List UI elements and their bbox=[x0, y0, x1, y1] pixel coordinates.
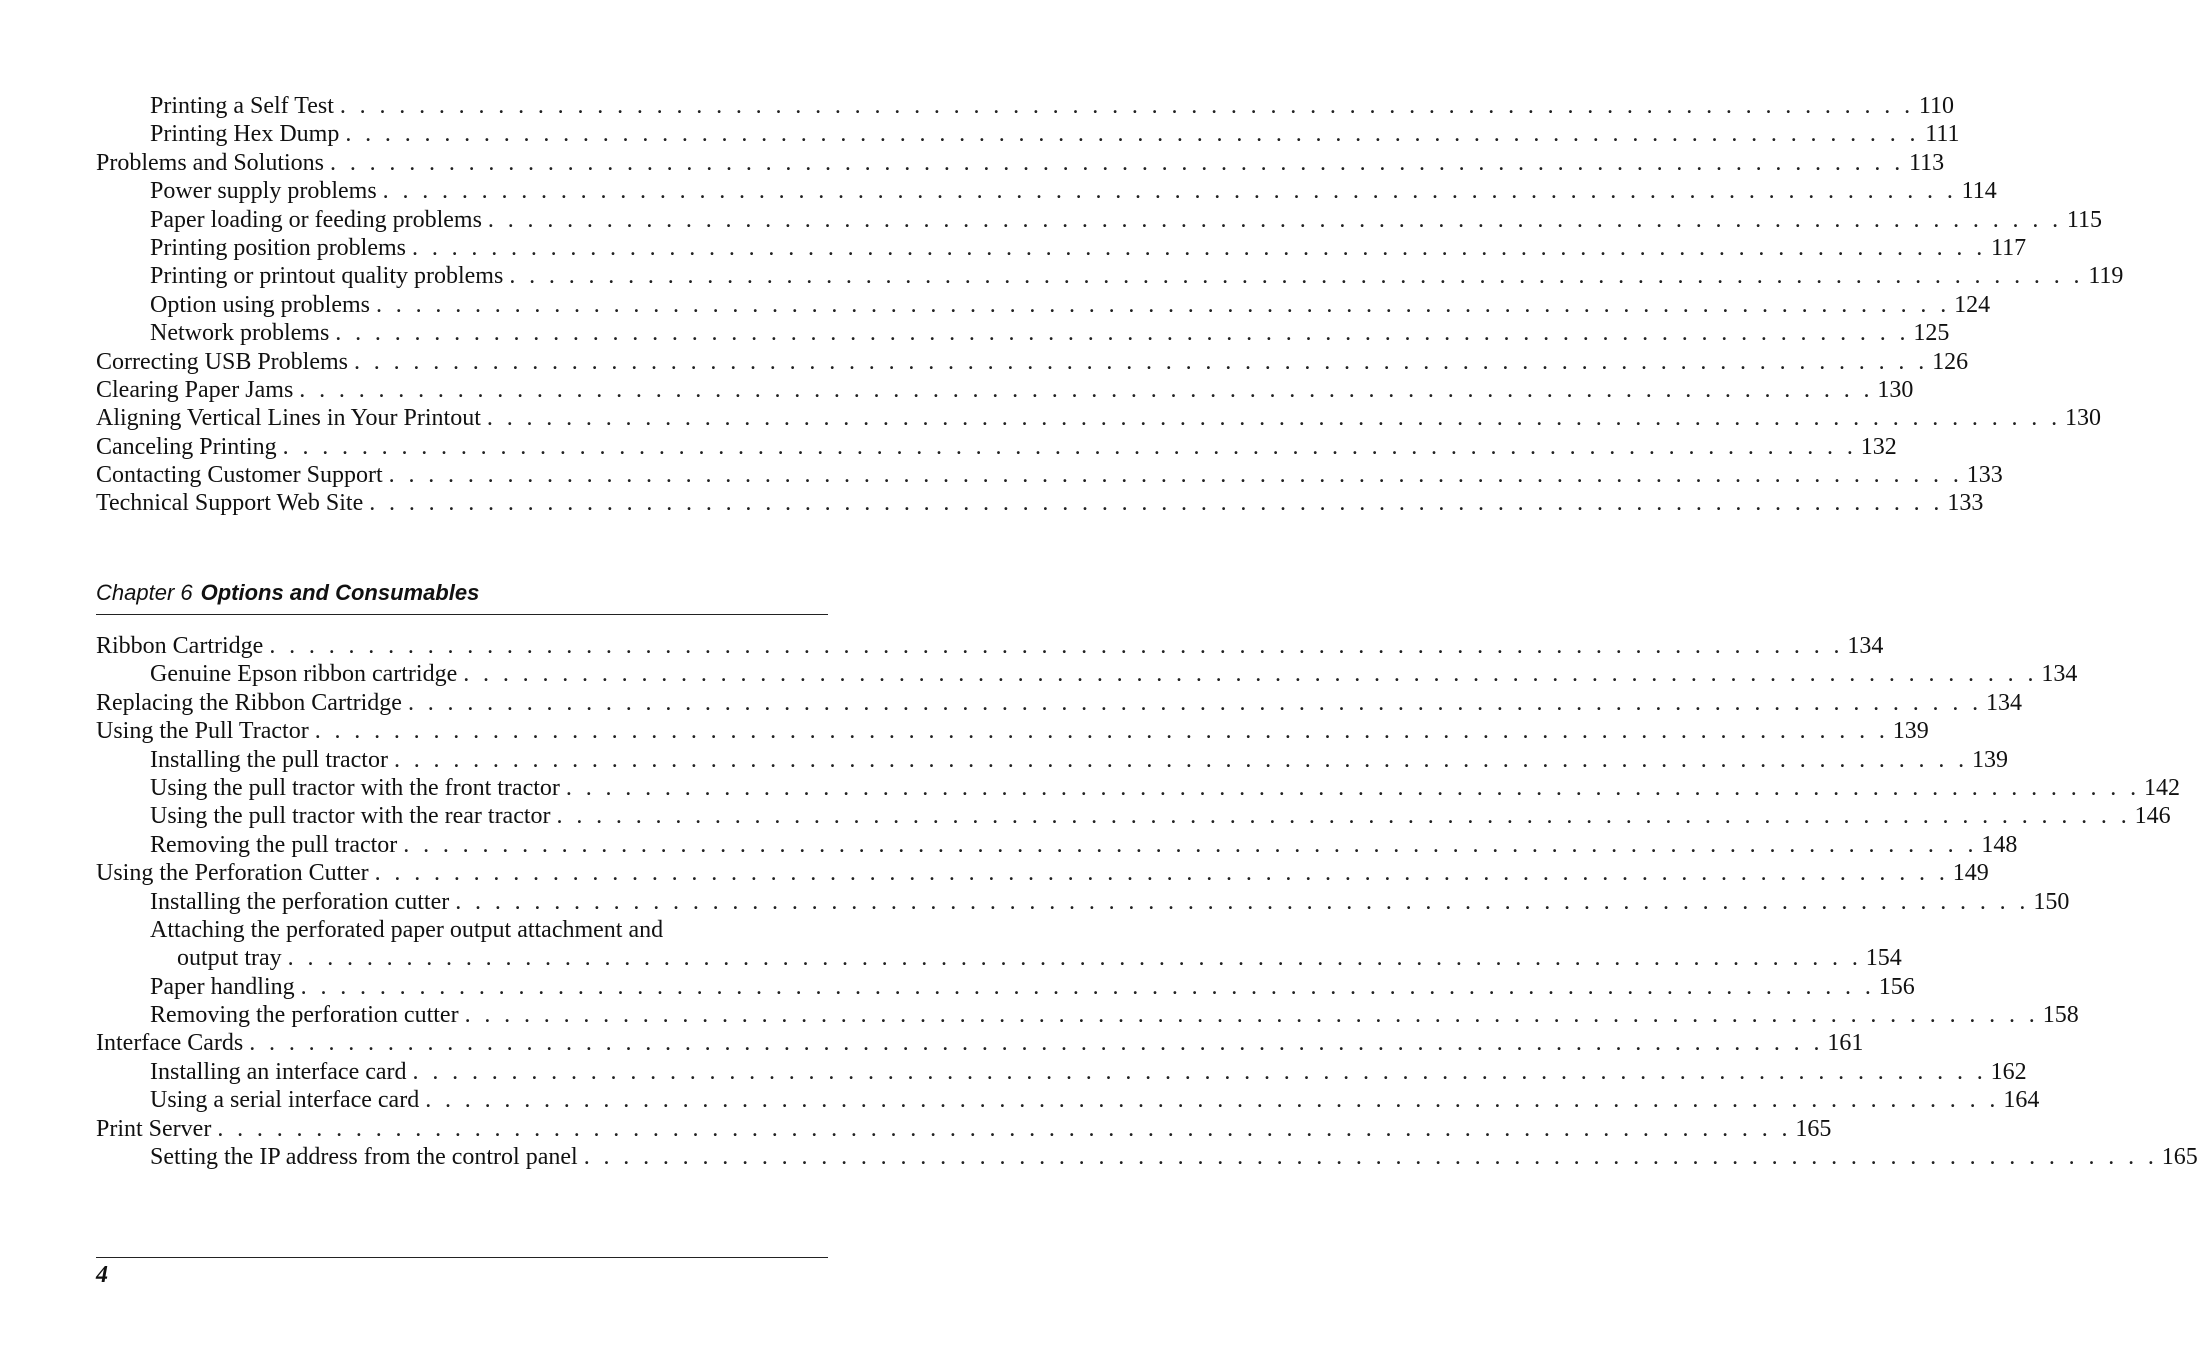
toc-dot-leader: . . . . . . . . . . . . . . . . . . . . . . . . . . . . . . . . . . . . . . . . . . . . . . . . . . . . . . . . . . . . . . . . . . . . . . . . . . . . . . . . bbox=[282, 433, 1857, 460]
chapter-heading bbox=[96, 580, 479, 606]
toc-entry bbox=[96, 831, 2018, 859]
toc-entry-page: 139 bbox=[1892, 718, 1929, 745]
toc-dot-leader: . . . . . . . . . . . . . . . . . . . . . . . . . . . . . . . . . . . . . . . . . . . . . . . . . . . . . . . . . . . . . . . . . . . . . . . . . . . . . . . . bbox=[412, 1058, 1987, 1085]
toc-entry-title: Genuine Epson ribbon cartridge bbox=[150, 661, 458, 688]
toc-entry bbox=[96, 376, 1914, 404]
toc-entry bbox=[96, 1029, 1864, 1057]
toc-entry-page: 133 bbox=[1966, 462, 2003, 489]
toc-entry bbox=[96, 1115, 1832, 1143]
toc-entry-title: Removing the pull tractor bbox=[150, 831, 398, 858]
toc-entry bbox=[96, 404, 2101, 432]
toc-entry-title: Removing the perforation cutter bbox=[150, 1002, 459, 1029]
footer-divider bbox=[96, 1257, 828, 1258]
toc-dot-leader: . . . . . . . . . . . . . . . . . . . . . . . . . . . . . . . . . . . . . . . . . . . . . . . . . . . . . . . . . . . . . . . . . . . . . . . . . . . . . . . . bbox=[345, 121, 1920, 148]
page-number: 4 bbox=[96, 1262, 108, 1288]
toc-entry-page: 139 bbox=[1972, 746, 2009, 773]
toc-dot-leader: . . . . . . . . . . . . . . . . . . . . . . . . . . . . . . . . . . . . . . . . . . . . . . . . . . . . . . . . . . . . . . . . . . . . . . . . . . . . . . . . bbox=[455, 888, 2030, 915]
toc-entry-title: Printing or printout quality problems bbox=[150, 263, 504, 290]
toc-entry-page: 126 bbox=[1932, 348, 1969, 375]
toc-entry bbox=[96, 689, 2023, 717]
toc-entry bbox=[96, 234, 2027, 262]
toc-entry-page: 117 bbox=[1991, 234, 2027, 261]
toc-entry-page: 132 bbox=[1860, 433, 1897, 460]
toc-entry bbox=[96, 632, 1884, 660]
toc-entry bbox=[96, 149, 1945, 177]
toc-entry-title: Using a serial interface card bbox=[150, 1087, 420, 1114]
toc-entry-title: Network problems bbox=[150, 320, 330, 347]
toc-entry-page: 142 bbox=[2144, 774, 2180, 801]
toc-dot-leader: . . . . . . . . . . . . . . . . . . . . . . . . . . . . . . . . . . . . . . . . . . . . . . . . . . . . . . . . . . . . . . . . . . . . . . . . . . . . . . . . bbox=[369, 490, 1944, 517]
toc-entry-title: Correcting USB Problems bbox=[96, 348, 348, 375]
toc-entry-page: 156 bbox=[1878, 973, 1915, 1000]
toc-dot-leader: . . . . . . . . . . . . . . . . . . . . . . . . . . . . . . . . . . . . . . . . . . . . . . . . . . . . . . . . . . . . . . . . . . . . . . . . . . . . . . . . bbox=[217, 1115, 1792, 1142]
toc-entry-page: 130 bbox=[2065, 405, 2101, 432]
toc-dot-leader: . . . . . . . . . . . . . . . . . . . . . . . . . . . . . . . . . . . . . . . . . . . . . . . . . . . . . . . . . . . . . . . . . . . . . . . . . . . . . . . . bbox=[403, 831, 1978, 858]
toc-entry-page: 134 bbox=[2041, 661, 2078, 688]
toc-dot-leader: . . . . . . . . . . . . . . . . . . . . . . . . . . . . . . . . . . . . . . . . . . . . . . . . . . . . . . . . . . . . . . . . . . . . . . . . . . . . . . . . bbox=[425, 1087, 2000, 1114]
toc-entry-page: 130 bbox=[1877, 376, 1914, 403]
toc-dot-leader: . . . . . . . . . . . . . . . . . . . . . . . . . . . . . . . . . . . . . . . . . . . . . . . . . . . . . . . . . . . . . . . . . . . . . . . . . . . . . . . . bbox=[412, 234, 1987, 261]
toc-entry-title: Interface Cards bbox=[96, 1030, 244, 1057]
toc-dot-leader: . . . . . . . . . . . . . . . . . . . . . . . . . . . . . . . . . . . . . . . . . . . . . . . . . . . . . . . . . . . . . . . . . . . . . . . . . . . . . . . . bbox=[249, 1030, 1824, 1057]
toc-dot-leader: . . . . . . . . . . . . . . . . . . . . . . . . . . . . . . . . . . . . . . . . . . . . . . . . . . . . . . . . . . . . . . . . . . . . . . . . . . . . . . . . bbox=[287, 945, 1862, 972]
toc-entry-title: Power supply problems bbox=[150, 178, 377, 205]
toc-entry-page: 119 bbox=[2088, 263, 2124, 290]
toc-entry-page: 113 bbox=[1909, 149, 1945, 176]
toc-entry-page: 164 bbox=[2003, 1087, 2040, 1114]
toc-dot-leader: . . . . . . . . . . . . . . . . . . . . . . . . . . . . . . . . . . . . . . . . . . . . . . . . . . . . . . . . . . . . . . . . . . . . . . . . . . . . . . . . bbox=[335, 320, 1910, 347]
toc-entry bbox=[96, 319, 1950, 347]
toc-dot-leader: . . . . . . . . . . . . . . . . . . . . . . . . . . . . . . . . . . . . . . . . . . . . . . . . . . . . . . . . . . . . . . . . . . . . . . . . . . . . . . . . bbox=[339, 93, 1914, 119]
toc-entry bbox=[96, 973, 1915, 1001]
toc-entry-page: 154 bbox=[1865, 945, 1902, 972]
toc-entry bbox=[96, 1058, 2027, 1086]
toc-entry-title: Setting the IP address from the control panel bbox=[150, 1144, 578, 1171]
toc-entry bbox=[96, 489, 1984, 517]
toc-entry bbox=[96, 717, 1929, 745]
toc-dot-leader: . . . . . . . . . . . . . . . . . . . . . . . . . . . . . . . . . . . . . . . . . . . . . . . . . . . . . . . . . . . . . . . . . . . . . . . . . . . . . . . . bbox=[354, 348, 1929, 375]
toc-entry-title: Printing position problems bbox=[150, 234, 407, 261]
toc-entry-title: Using the pull tractor with the front tractor bbox=[150, 774, 560, 801]
toc-entry bbox=[96, 888, 2070, 916]
toc-dot-leader: . . . . . . . . . . . . . . . . . . . . . . . . . . . . . . . . . . . . . . . . . . . . . . . . . . . . . . . . . . . . . . . . . . . . . . . . . . . . . . . . bbox=[314, 718, 1889, 745]
toc-dot-leader: . . . . . . . . . . . . . . . . . . . . . . . . . . . . . . . . . . . . . . . . . . . . . . . . . . . . . . . . . . . . . . . . . . . . . . . . . . . . . . . . bbox=[556, 803, 2131, 830]
toc-entry-page: 110 bbox=[1918, 93, 1954, 119]
toc-dot-leader: . . . . . . . . . . . . . . . . . . . . . . . . . . . . . . . . . . . . . . . . . . . . . . . . . . . . . . . . . . . . . . . . . . . . . . . . . . . . . . . . bbox=[509, 263, 2084, 290]
toc-entry-title: output tray bbox=[177, 945, 282, 972]
toc-entry-title: Contacting Customer Support bbox=[96, 462, 383, 489]
toc-entry-title: Ribbon Cartridge bbox=[96, 633, 264, 659]
toc-entry-title: Canceling Printing bbox=[96, 433, 277, 460]
toc-dot-leader: . . . . . . . . . . . . . . . . . . . . . . . . . . . . . . . . . . . . . . . . . . . . . . . . . . . . . . . . . . . . . . . . . . . . . . . . . . . . . . . . bbox=[269, 633, 1844, 659]
toc-dot-leader: . . . . . . . . . . . . . . . . . . . . . . . . . . . . . . . . . . . . . . . . . . . . . . . . . . . . . . . . . . . . . . . . . . . . . . . . . . . . . . . . bbox=[299, 376, 1874, 403]
toc-entry-page: 111 bbox=[1925, 121, 1960, 148]
toc-entry-title: Technical Support Web Site bbox=[96, 490, 364, 517]
chapter-label: Chapter 6 bbox=[96, 580, 193, 605]
toc-entry-title: Installing an interface card bbox=[150, 1058, 407, 1085]
toc-entry bbox=[96, 433, 1897, 461]
toc-entry bbox=[96, 1001, 2079, 1029]
toc-dot-leader: . . . . . . . . . . . . . . . . . . . . . . . . . . . . . . . . . . . . . . . . . . . . . . . . . . . . . . . . . . . . . . . . . . . . . . . . . . . . . . . . bbox=[376, 291, 1951, 318]
toc-entry bbox=[96, 859, 1989, 887]
toc-entry bbox=[96, 1143, 2198, 1171]
toc-dot-leader: . . . . . . . . . . . . . . . . . . . . . . . . . . . . . . . . . . . . . . . . . . . . . . . . . . . . . . . . . . . . . . . . . . . . . . . . . . . . . . . . bbox=[565, 774, 2140, 801]
toc-entry-page: 149 bbox=[1952, 860, 1989, 887]
toc-dot-leader: . . . . . . . . . . . . . . . . . . . . . . . . . . . . . . . . . . . . . . . . . . . . . . . . . . . . . . . . . . . . . . . . . . . . . . . . . . . . . . . . bbox=[374, 860, 1949, 887]
toc-entry-title: Using the Perforation Cutter bbox=[96, 860, 369, 887]
toc-dot-leader: . . . . . . . . . . . . . . . . . . . . . . . . . . . . . . . . . . . . . . . . . . . . . . . . . . . . . . . . . . . . . . . . . . . . . . . . . . . . . . . . bbox=[487, 206, 2063, 233]
toc-entry bbox=[96, 916, 804, 944]
toc-entry-title: Paper handling bbox=[150, 973, 295, 1000]
toc-entry-page: 150 bbox=[2033, 888, 2070, 915]
toc-entry-page: 133 bbox=[1947, 490, 1984, 517]
toc-entry-title: Printing a Self Test bbox=[150, 93, 334, 119]
toc-entry bbox=[96, 291, 1991, 319]
toc-entry-title: Installing the perforation cutter bbox=[150, 888, 450, 915]
toc-entry-page: 148 bbox=[1981, 831, 2018, 858]
toc-dot-leader: . . . . . . . . . . . . . . . . . . . . . . . . . . . . . . . . . . . . . . . . . . . . . . . . . . . . . . . . . . . . . . . . . . . . . . . . . . . . . . . . bbox=[583, 1144, 2158, 1171]
toc-entry bbox=[96, 944, 1902, 972]
toc-entry-page: 114 bbox=[1961, 178, 1997, 205]
toc-entry bbox=[96, 348, 1969, 376]
toc-dot-leader: . . . . . . . . . . . . . . . . . . . . . . . . . . . . . . . . . . . . . . . . . . . . . . . . . . . . . . . . . . . . . . . . . . . . . . . . . . . . . . . . bbox=[407, 689, 1983, 716]
toc-entry bbox=[96, 461, 2003, 489]
toc-entry bbox=[96, 774, 2180, 802]
toc-entry-page: 158 bbox=[2042, 1002, 2079, 1029]
toc-dot-leader: . . . . . . . . . . . . . . . . . . . . . . . . . . . . . . . . . . . . . . . . . . . . . . . . . . . . . . . . . . . . . . . . . . . . . . . . . . . . . . . . bbox=[330, 149, 1905, 176]
toc-entry-title: Paper loading or feeding problems bbox=[150, 206, 482, 233]
toc-list-options bbox=[96, 632, 2198, 1171]
toc-dot-leader: . . . . . . . . . . . . . . . . . . . . . . . . . . . . . . . . . . . . . . . . . . . . . . . . . . . . . . . . . . . . . . . . . . . . . . . . . . . . . . . . bbox=[393, 746, 1969, 773]
toc-entry-page: 124 bbox=[1954, 291, 1991, 318]
toc-entry bbox=[96, 120, 1960, 148]
toc-entry-page: 134 bbox=[1986, 689, 2023, 716]
toc-entry-page: 162 bbox=[1990, 1058, 2027, 1085]
toc-entry-title: Clearing Paper Jams bbox=[96, 376, 294, 403]
toc-entry bbox=[96, 262, 2124, 290]
toc-entry-title: Installing the pull tractor bbox=[150, 746, 388, 773]
toc-dot-leader: . . . . . . . . . . . . . . . . . . . . . . . . . . . . . . . . . . . . . . . . . . . . . . . . . . . . . . . . . . . . . . . . . . . . . . . . . . . . . . . . bbox=[382, 178, 1957, 205]
toc-dot-leader: . . . . . . . . . . . . . . . . . . . . . . . . . . . . . . . . . . . . . . . . . . . . . . . . . . . . . . . . . . . . . . . . . . . . . . . . . . . . . . . . bbox=[300, 973, 1875, 1000]
toc-entry-page: 134 bbox=[1847, 633, 1884, 659]
toc-entry-page: 165 bbox=[1795, 1115, 1832, 1142]
toc-entry bbox=[96, 206, 2103, 234]
toc-entry bbox=[96, 177, 1997, 205]
toc-dot-leader: . . . . . . . . . . . . . . . . . . . . . . . . . . . . . . . . . . . . . . . . . . . . . . . . . . . . . . . . . . . . . . . . . . . . . . . . . . . . . . . . bbox=[463, 661, 2038, 688]
toc-list-troubleshooting bbox=[96, 92, 2124, 518]
toc-entry bbox=[96, 746, 2009, 774]
toc-entry-page: 146 bbox=[2134, 803, 2171, 830]
toc-entry bbox=[96, 802, 2171, 830]
toc-entry-page: 165 bbox=[2161, 1144, 2198, 1171]
toc-entry-title: Using the Pull Tractor bbox=[96, 718, 309, 745]
toc-entry-page: 125 bbox=[1913, 320, 1950, 347]
toc-entry bbox=[96, 1086, 2040, 1114]
toc-entry-title: Using the pull tractor with the rear tractor bbox=[150, 803, 551, 830]
toc-entry-title: Attaching the perforated paper output attachment and bbox=[150, 916, 664, 943]
toc-dot-leader: . . . . . . . . . . . . . . . . . . . . . . . . . . . . . . . . . . . . . . . . . . . . . . . . . . . . . . . . . . . . . . . . . . . . . . . . . . . . . . . . bbox=[486, 405, 2061, 432]
toc-entry-title: Aligning Vertical Lines in Your Printout bbox=[96, 405, 481, 432]
toc-entry-title: Printing Hex Dump bbox=[150, 121, 340, 148]
toc-dot-leader: . . . . . . . . . . . . . . . . . . . . . . . . . . . . . . . . . . . . . . . . . . . . . . . . . . . . . . . . . . . . . . . . . . . . . . . . . . . . . . . . bbox=[464, 1002, 2039, 1029]
chapter-divider bbox=[96, 614, 828, 615]
toc-entry-title: Print Server bbox=[96, 1115, 212, 1142]
toc-entry bbox=[96, 92, 1954, 120]
toc-entry bbox=[96, 660, 2078, 688]
toc-entry-page: 115 bbox=[2066, 206, 2103, 233]
toc-dot-leader: . . . . . . . . . . . . . . . . . . . . . . . . . . . . . . . . . . . . . . . . . . . . . . . . . . . . . . . . . . . . . . . . . . . . . . . . . . . . . . . . bbox=[388, 462, 1963, 489]
toc-entry-title: Option using problems bbox=[150, 291, 370, 318]
toc-entry-title: Problems and Solutions bbox=[96, 149, 325, 176]
toc-entry-title: Replacing the Ribbon Cartridge bbox=[96, 689, 402, 716]
toc-entry-page: 161 bbox=[1827, 1030, 1864, 1057]
chapter-title: Options and Consumables bbox=[200, 580, 480, 605]
